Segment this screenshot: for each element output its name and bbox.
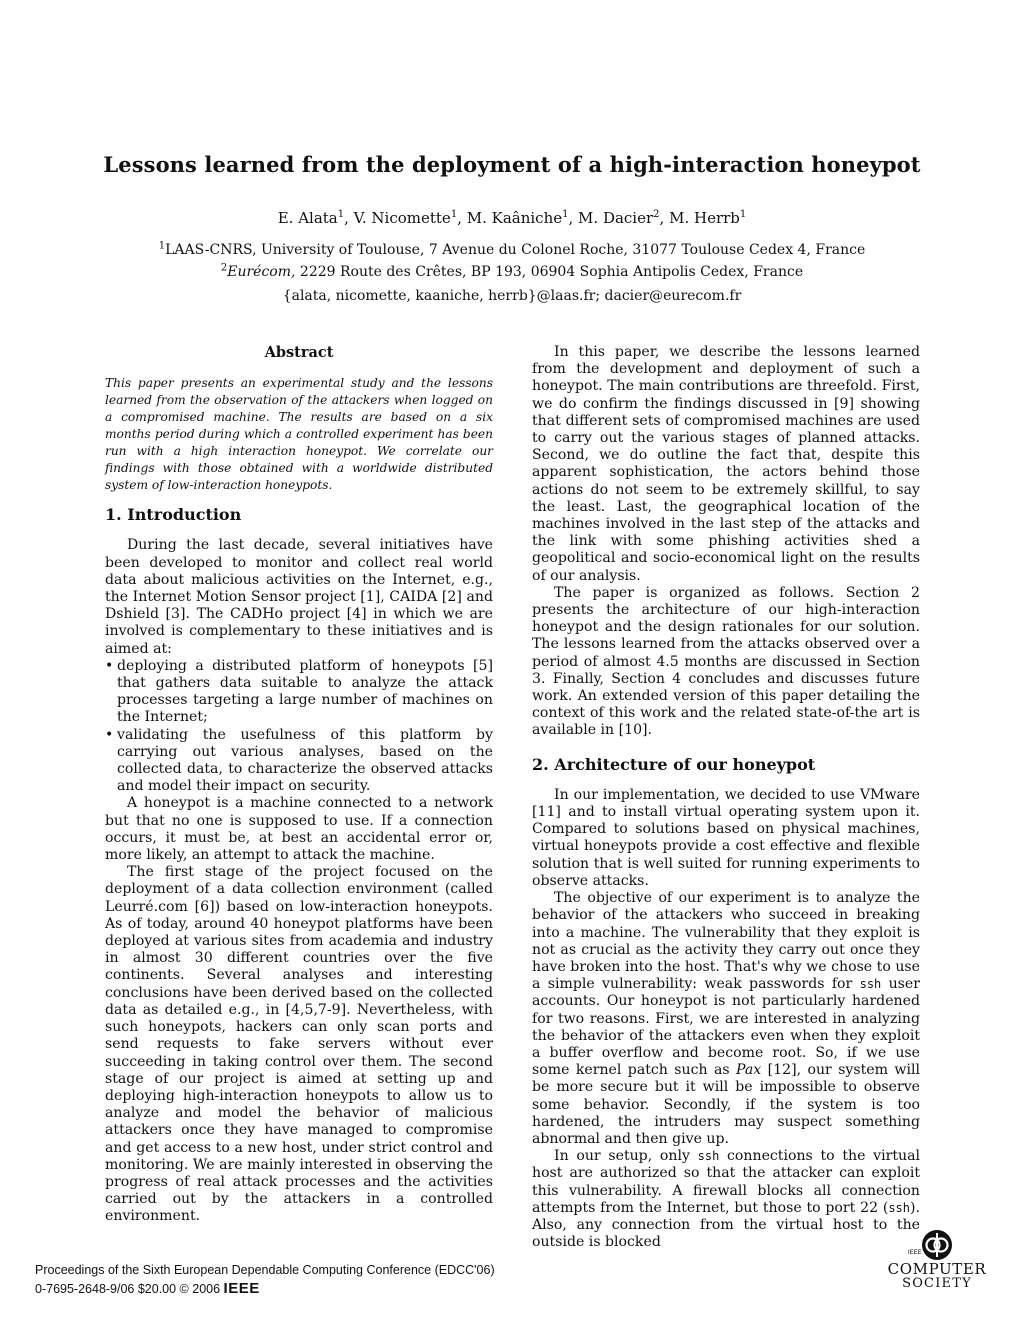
paragraph: In our implementation, we decided to use VMware [11] and to install virtual operating system upon it. Compared to solutions based on physical machines, virtual honeypots provide a cost effective and flexible solution that is well suited for running experiments to observe attacks. [532,786,920,889]
paper-title: Lessons learned from the deployment of a high-interaction honeypot [103,152,921,177]
paragraph: During the last decade, several initiatives have been developed to monitor and collect real world data about malicious activities on the Internet, e.g., the Internet Motion Sensor project [1], CAIDA [2] and Dshield [3]. The CADHo project [4] in which we are involved is complementary to these initiatives and is aimed at: [105,537,493,657]
author-name: M. Herrb [669,209,740,227]
logo-ieee-small: IEEE [908,1250,922,1256]
author-list: E. Alata$^1$, V. Nicomette$^1$, M. Kaâniche$^1$, M. Dacier$^2$, M. Herrb$^1$ [277,209,747,227]
paragraph: The first stage of the project focused on the deployment of a data collection environment (called Leurré.com [6]) based on low-interaction honeypots. As of today, around 40 honeypot platforms have been deployed at various sites from academia and industry in almost 30 different countries over the five continents. Several analyses and interesting conclusions have been derived based on the collected data as detailed e.g., in [4,5,7-9]. Nevertheless, with such honeypots, hackers can only scan ports and send requests to fake servers without ever succeeding in taking control over them. The second stage of our project is aimed at setting up and deploying high-interaction honeypots to allow us to analyze and model the behavior of malicious attackers once they have managed to compromise and get access to a new host, under strict control and monitoring. We are mainly interested in observing the progress of real attack processes and the activities carried out by the attackers in a controlled environment. [105,864,493,1225]
right-column [532,344,920,1251]
copyright-line [35,1280,260,1297]
list-item [105,727,493,796]
author-affiliation-mark: 1 [337,209,345,220]
abstract-text: This paper presents an experimental study and the lessons learned from the observation of the attackers when logged on a compromised machine. The results are based on a six months period during which a controlled experiment has been run with a high interaction honeypot. We correlate our findings with those obtained with a worldwide distributed system of low-interaction honeypots. [105,376,493,493]
author-affiliation-mark: 2 [653,209,660,220]
affiliation-text: LAAS-CNRS, University of Toulouse, 7 Avenue du Colonel Roche, 31077 Toulouse Cedex 4, France [165,242,866,258]
author-affiliation-mark: 1 [450,209,458,220]
paragraph: In this paper, we describe the lessons learned from the development and deployment of such a honeypot. The main contributions are threefold. First, we do confirm the findings discussed in [9] showing that different sets of compromised machines are used to carry out the various stages of planned attacks. Second, we do outline the fact that, despite this apparent sophistication, the actors behind those actions do not seem to be extremely skillful, to say the least. Last, the geographical location of the machines involved in the last step of the attacks and the link with some phishing activities shed a geopolitical and socio-economical light on the results of our analysis. [532,344,920,584]
author-affiliation-mark: 1 [562,209,569,220]
affiliation-mark: 2 [220,262,228,274]
ieee-emblem-icon [920,1228,954,1262]
author-name: V. Nicomette [353,209,451,227]
abstract-heading: Abstract [264,344,334,361]
pax-term: Pax [736,1062,762,1079]
logo-line-computer: COMPUTER [887,1260,987,1278]
computer-society-logo [882,1228,992,1294]
list-item [105,658,493,727]
affiliation-name: Eurécom, [227,264,296,280]
author-name: E. Alata [277,209,338,227]
paragraph: A honeypot is a machine connected to a network but that no one is supposed to use. If a connection occurs, it must be, at best an accidental error or, more likely, an attempt to attack the machine. [105,795,493,864]
proceedings-line: Proceedings of the Sixth European Dependable Computing Conference (EDCC'06) [35,1263,495,1277]
code-ssh: ssh [888,1200,911,1215]
bullet-marker: • [105,726,114,743]
code-ssh: ssh [859,977,882,992]
list-item-text: deploying a distributed platform of honeypots [5] that gathers data suitable to analyze the attack processes targeting a large number of machines on the Internet; [117,657,493,726]
author-affiliation-mark: 1 [739,209,747,220]
affiliation-text: 2229 Route des Crêtes, BP 193, 06904 Sophia Antipolis Cedex, France [295,264,804,280]
section-heading-introduction: 1. Introduction [105,505,242,525]
section-heading-architecture: 2. Architecture of our honeypot [532,754,816,774]
author-name: M. Kaâniche [466,209,563,227]
left-column [105,344,493,1226]
affiliation-eurecom [0,264,1024,280]
logo-line-society: SOCIETY [902,1276,972,1291]
isbn-text: 0-7695-2648-9/06 $20.00 © 2006 [35,1282,224,1296]
bullet-list [105,658,493,796]
code-ssh: ssh [697,1149,720,1164]
author-name: M. Dacier [578,209,654,227]
ieee-wordmark: IEEE [223,1280,260,1297]
list-item-text: validating the usefulness of this platform by carrying out various analyses, based on the collected data, to characterize the observed attacks and model their impact on security. [117,726,493,795]
affiliation-mark: 1 [158,240,166,252]
paragraph: The objective of our experiment is to analyze the behavior of the attackers who succeed in breaking into a machine. The vulnerability that they exploit is not as crucial as the activity they carry out once they have broken into the host. That's why we chose to use a simple vulnerability: weak passwords for ssh user accounts. Our honeypot is not particularly hardened for two reasons. First, we are interested in analyzing the behavior of the attackers even when they exploit a buffer overflow and become root. So, if we use some kernel patch such as Pax [12], our system will be more secure but it will be impossible to observe some behavior. Secondly, if the system is too hardened, the intruders may suspect something abnormal and then give up. [532,890,920,1147]
affiliation-laas [0,242,1024,258]
bullet-marker: • [105,657,114,674]
author-emails: {alata, nicomette, kaaniche, herrb}@laas.fr; dacier@eurecom.fr [282,288,742,304]
paragraph: The paper is organized as follows. Section 2 presents the architecture of our high-interaction honeypot and the design rationales for our solution. The lessons learned from the attacks observed over a period of almost 4.5 months are discussed in Section 3. Finally, Section 4 concludes and discusses future work. An extended version of this paper detailing the context of this work and the related state-of-the art is available in [10]. [532,584,920,739]
paragraph: In our setup, only ssh connections to the virtual host are authorized so that the attacker can exploit this vulnerability. A firewall blocks all connection attempts from the Internet, but those to port 22 (ssh). Also, any connection from the virtual host to the outside is blocked [532,1148,920,1251]
